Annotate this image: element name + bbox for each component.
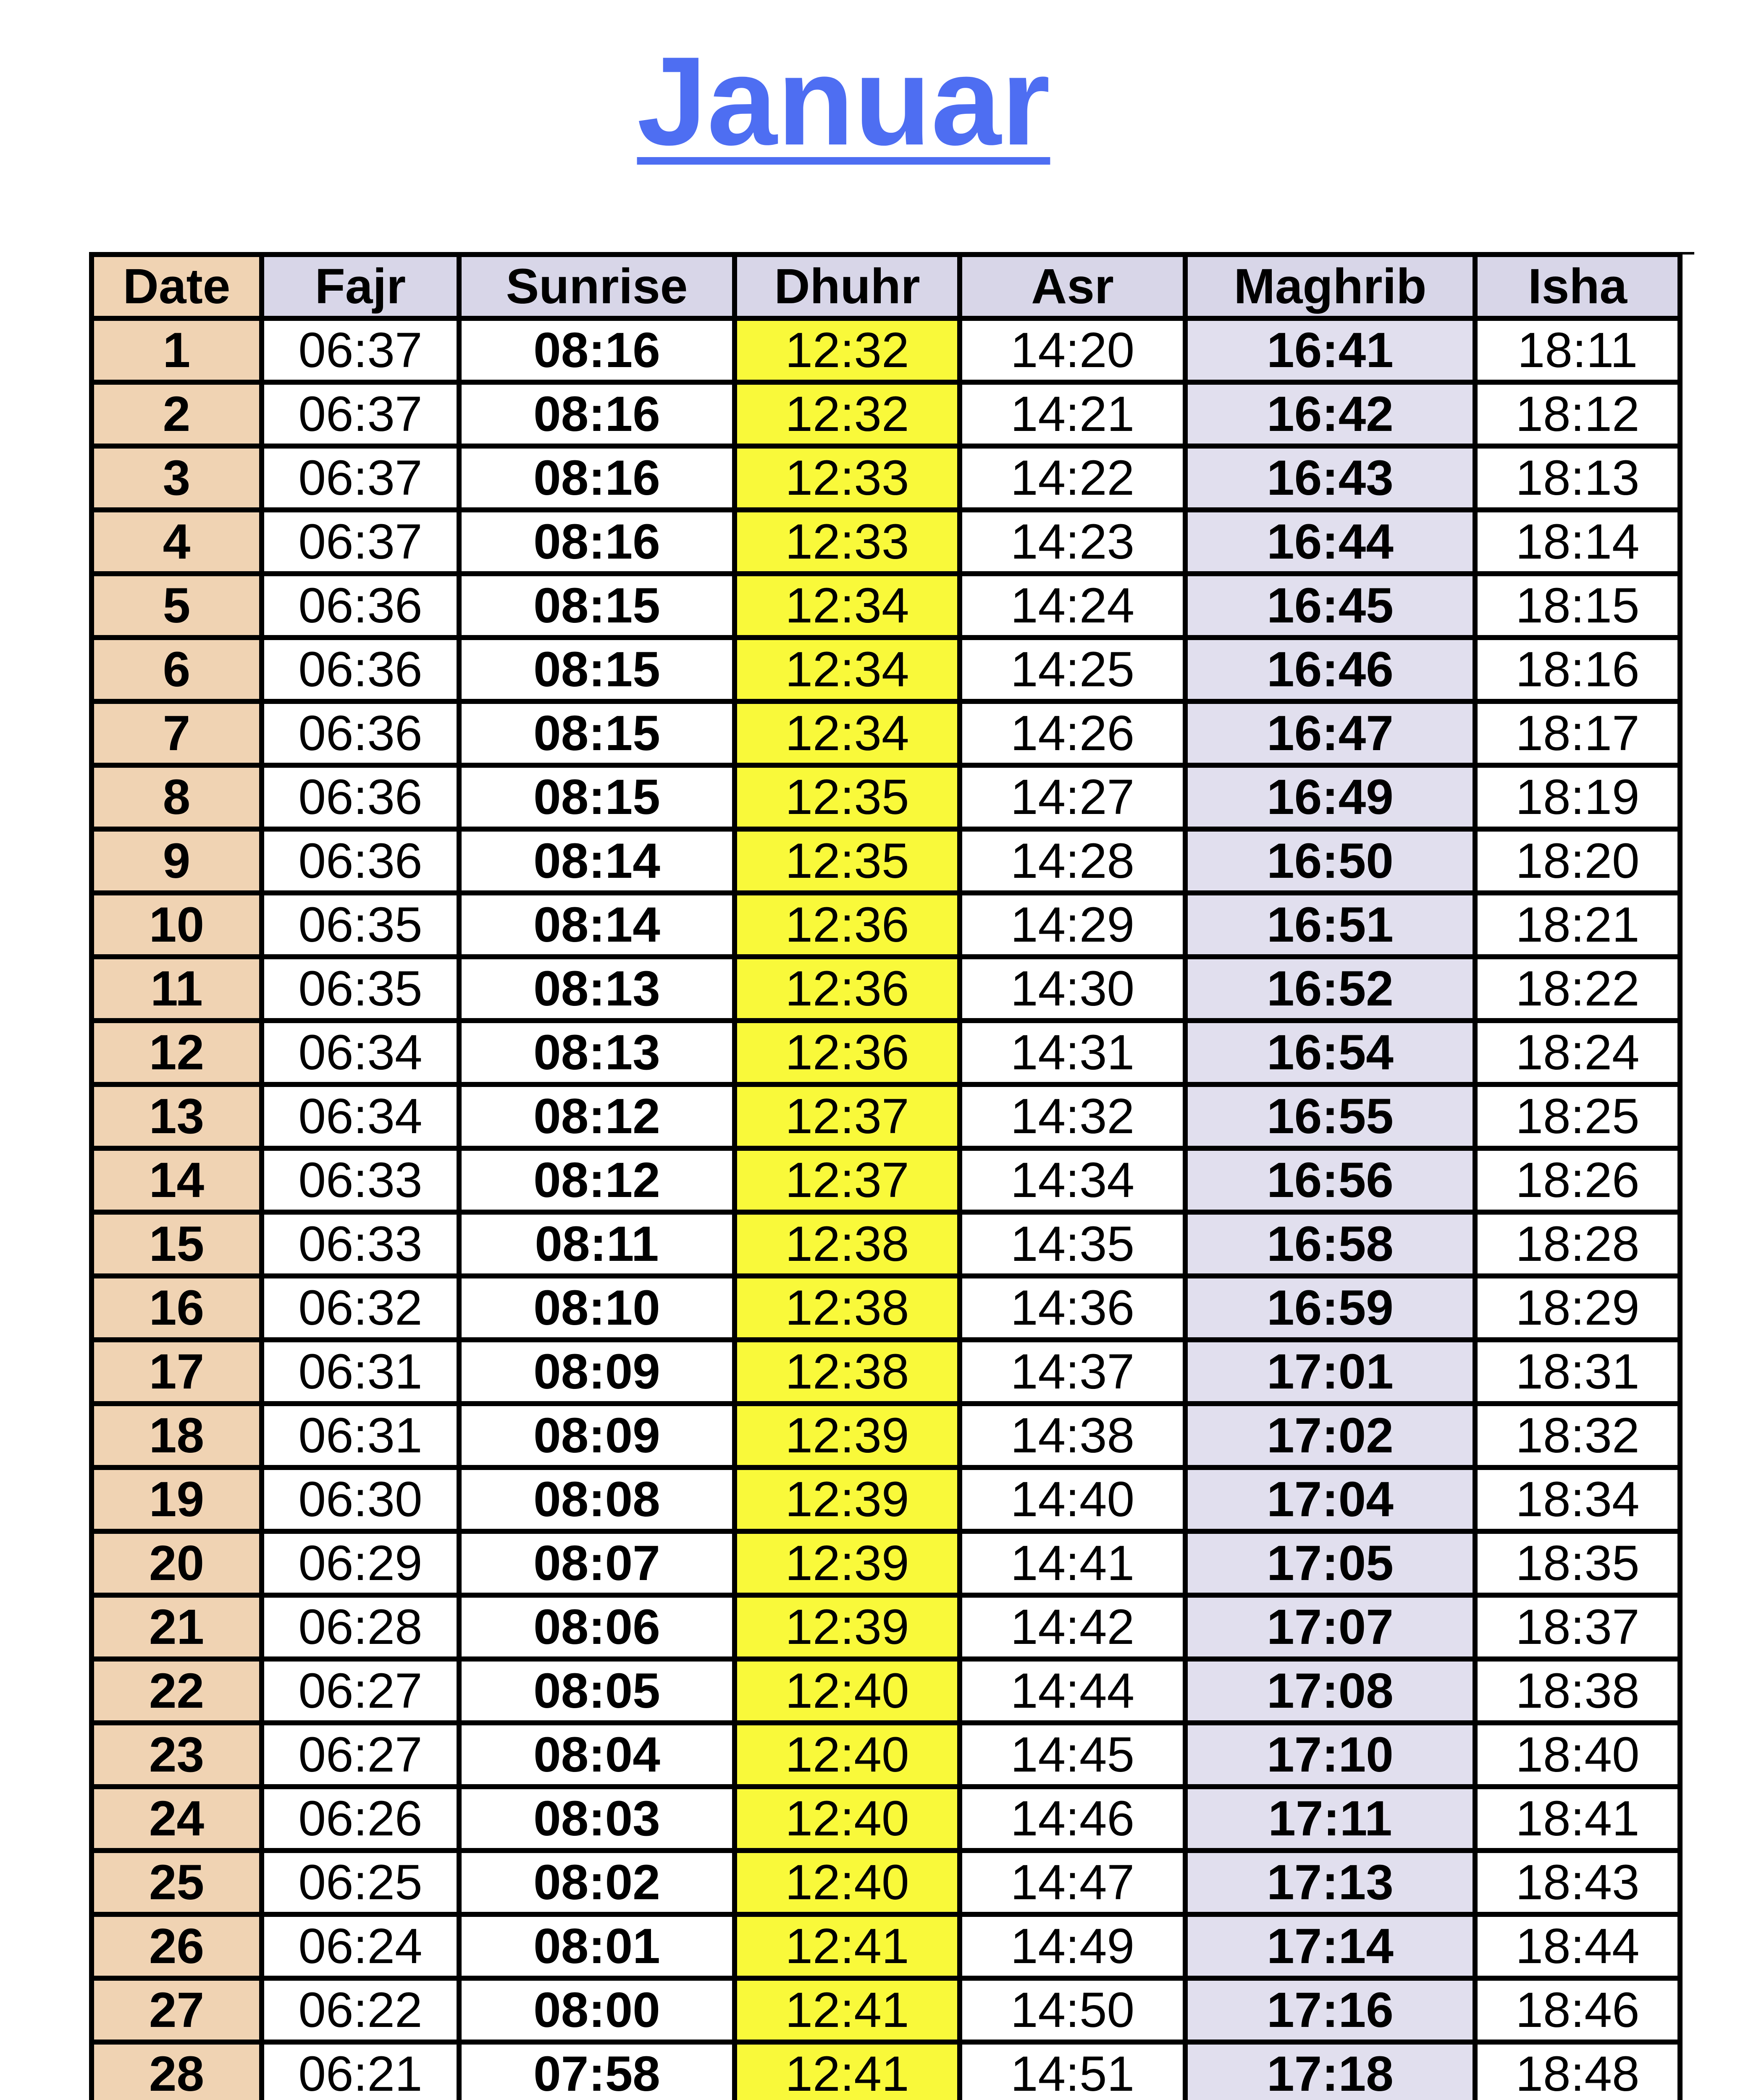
column-header-dhuhr: Dhuhr xyxy=(735,255,960,318)
fajr-cell: 06:21 xyxy=(262,2042,459,2100)
asr-cell: 14:34 xyxy=(960,1148,1185,1212)
dhuhr-cell: 12:34 xyxy=(735,574,960,638)
date-cell: 26 xyxy=(92,1914,262,1978)
sunrise-cell: 08:00 xyxy=(459,1978,735,2042)
table-row xyxy=(92,574,1680,638)
sunrise-cell: 08:08 xyxy=(459,1467,735,1531)
sunrise-cell: 08:16 xyxy=(459,382,735,446)
table-row xyxy=(92,1787,1680,1851)
dhuhr-cell: 12:39 xyxy=(735,1404,960,1467)
fajr-cell: 06:36 xyxy=(262,765,459,829)
dhuhr-cell: 12:40 xyxy=(735,1659,960,1723)
maghrib-cell: 16:44 xyxy=(1185,510,1475,574)
sunrise-cell: 08:16 xyxy=(459,446,735,510)
fajr-cell: 06:37 xyxy=(262,318,459,382)
maghrib-cell: 16:51 xyxy=(1185,893,1475,957)
sunrise-cell: 08:16 xyxy=(459,318,735,382)
prayer-times-table-container xyxy=(89,252,1683,2100)
dhuhr-cell: 12:40 xyxy=(735,1787,960,1851)
sunrise-cell: 08:14 xyxy=(459,829,735,893)
dhuhr-cell: 12:39 xyxy=(735,1531,960,1595)
fajr-cell: 06:28 xyxy=(262,1595,459,1659)
dhuhr-cell: 12:39 xyxy=(735,1467,960,1531)
fajr-cell: 06:26 xyxy=(262,1787,459,1851)
sunrise-cell: 08:06 xyxy=(459,1595,735,1659)
date-cell: 4 xyxy=(92,510,262,574)
header-row xyxy=(92,255,1680,318)
date-cell: 21 xyxy=(92,1595,262,1659)
isha-cell: 18:35 xyxy=(1475,1531,1680,1595)
maghrib-cell: 16:41 xyxy=(1185,318,1475,382)
table-row xyxy=(92,1467,1680,1531)
date-cell: 23 xyxy=(92,1723,262,1787)
dhuhr-cell: 12:36 xyxy=(735,957,960,1021)
dhuhr-cell: 12:36 xyxy=(735,1021,960,1084)
table-row xyxy=(92,1978,1680,2042)
isha-cell: 18:43 xyxy=(1475,1851,1680,1914)
table-row xyxy=(92,2042,1680,2100)
date-cell: 24 xyxy=(92,1787,262,1851)
asr-cell: 14:49 xyxy=(960,1914,1185,1978)
maghrib-cell: 16:59 xyxy=(1185,1276,1475,1340)
isha-cell: 18:20 xyxy=(1475,829,1680,893)
asr-cell: 14:50 xyxy=(960,1978,1185,2042)
isha-cell: 18:16 xyxy=(1475,638,1680,701)
isha-cell: 18:31 xyxy=(1475,1340,1680,1404)
asr-cell: 14:40 xyxy=(960,1467,1185,1531)
fajr-cell: 06:37 xyxy=(262,382,459,446)
date-cell: 12 xyxy=(92,1021,262,1084)
isha-cell: 18:14 xyxy=(1475,510,1680,574)
dhuhr-cell: 12:32 xyxy=(735,382,960,446)
maghrib-cell: 16:50 xyxy=(1185,829,1475,893)
table-row xyxy=(92,829,1680,893)
maghrib-cell: 17:10 xyxy=(1185,1723,1475,1787)
asr-cell: 14:27 xyxy=(960,765,1185,829)
table-row xyxy=(92,1531,1680,1595)
column-header-fajr: Fajr xyxy=(262,255,459,318)
isha-cell: 18:19 xyxy=(1475,765,1680,829)
sunrise-cell: 08:09 xyxy=(459,1340,735,1404)
table-row xyxy=(92,510,1680,574)
sunrise-cell: 08:09 xyxy=(459,1404,735,1467)
table-row xyxy=(92,382,1680,446)
maghrib-cell: 17:05 xyxy=(1185,1531,1475,1595)
sunrise-cell: 08:03 xyxy=(459,1787,735,1851)
dhuhr-cell: 12:33 xyxy=(735,510,960,574)
table-row xyxy=(92,1084,1680,1148)
fajr-cell: 06:25 xyxy=(262,1851,459,1914)
maghrib-cell: 16:43 xyxy=(1185,446,1475,510)
maghrib-cell: 16:55 xyxy=(1185,1084,1475,1148)
sunrise-cell: 08:01 xyxy=(459,1914,735,1978)
asr-cell: 14:31 xyxy=(960,1021,1185,1084)
table-row xyxy=(92,1914,1680,1978)
fajr-cell: 06:30 xyxy=(262,1467,459,1531)
maghrib-cell: 17:01 xyxy=(1185,1340,1475,1404)
isha-cell: 18:12 xyxy=(1475,382,1680,446)
table-row xyxy=(92,1148,1680,1212)
date-cell: 22 xyxy=(92,1659,262,1723)
sunrise-cell: 08:14 xyxy=(459,893,735,957)
date-cell: 25 xyxy=(92,1851,262,1914)
dhuhr-cell: 12:33 xyxy=(735,446,960,510)
maghrib-cell: 16:54 xyxy=(1185,1021,1475,1084)
isha-cell: 18:32 xyxy=(1475,1404,1680,1467)
isha-cell: 18:24 xyxy=(1475,1021,1680,1084)
maghrib-cell: 16:56 xyxy=(1185,1148,1475,1212)
date-cell: 1 xyxy=(92,318,262,382)
table-row xyxy=(92,893,1680,957)
maghrib-cell: 16:58 xyxy=(1185,1212,1475,1276)
maghrib-cell: 17:07 xyxy=(1185,1595,1475,1659)
dhuhr-cell: 12:34 xyxy=(735,638,960,701)
isha-cell: 18:37 xyxy=(1475,1595,1680,1659)
asr-cell: 14:29 xyxy=(960,893,1185,957)
date-cell: 9 xyxy=(92,829,262,893)
date-cell: 19 xyxy=(92,1467,262,1531)
table-row xyxy=(92,318,1680,382)
fajr-cell: 06:35 xyxy=(262,957,459,1021)
fajr-cell: 06:32 xyxy=(262,1276,459,1340)
date-cell: 27 xyxy=(92,1978,262,2042)
sunrise-cell: 08:11 xyxy=(459,1212,735,1276)
maghrib-cell: 16:52 xyxy=(1185,957,1475,1021)
column-header-asr: Asr xyxy=(960,255,1185,318)
dhuhr-cell: 12:40 xyxy=(735,1723,960,1787)
table-body xyxy=(92,318,1680,2100)
isha-cell: 18:11 xyxy=(1475,318,1680,382)
table-row xyxy=(92,638,1680,701)
date-cell: 11 xyxy=(92,957,262,1021)
maghrib-cell: 17:18 xyxy=(1185,2042,1475,2100)
maghrib-cell: 16:42 xyxy=(1185,382,1475,446)
asr-cell: 14:21 xyxy=(960,382,1185,446)
maghrib-cell: 17:16 xyxy=(1185,1978,1475,2042)
date-cell: 3 xyxy=(92,446,262,510)
table-row xyxy=(92,1404,1680,1467)
date-cell: 8 xyxy=(92,765,262,829)
isha-cell: 18:25 xyxy=(1475,1084,1680,1148)
dhuhr-cell: 12:35 xyxy=(735,829,960,893)
sunrise-cell: 08:15 xyxy=(459,765,735,829)
date-cell: 16 xyxy=(92,1276,262,1340)
date-cell: 28 xyxy=(92,2042,262,2100)
sunrise-cell: 08:15 xyxy=(459,701,735,765)
column-header-maghrib: Maghrib xyxy=(1185,255,1475,318)
fajr-cell: 06:27 xyxy=(262,1723,459,1787)
dhuhr-cell: 12:39 xyxy=(735,1595,960,1659)
fajr-cell: 06:31 xyxy=(262,1340,459,1404)
asr-cell: 14:42 xyxy=(960,1595,1185,1659)
asr-cell: 14:38 xyxy=(960,1404,1185,1467)
maghrib-cell: 16:49 xyxy=(1185,765,1475,829)
dhuhr-cell: 12:35 xyxy=(735,765,960,829)
date-cell: 13 xyxy=(92,1084,262,1148)
dhuhr-cell: 12:41 xyxy=(735,2042,960,2100)
table-row xyxy=(92,1276,1680,1340)
isha-cell: 18:17 xyxy=(1475,701,1680,765)
maghrib-cell: 17:02 xyxy=(1185,1404,1475,1467)
isha-cell: 18:46 xyxy=(1475,1978,1680,2042)
dhuhr-cell: 12:40 xyxy=(735,1851,960,1914)
fajr-cell: 06:34 xyxy=(262,1084,459,1148)
asr-cell: 14:23 xyxy=(960,510,1185,574)
isha-cell: 18:38 xyxy=(1475,1659,1680,1723)
date-cell: 6 xyxy=(92,638,262,701)
asr-cell: 14:44 xyxy=(960,1659,1185,1723)
maghrib-cell: 17:11 xyxy=(1185,1787,1475,1851)
sunrise-cell: 08:16 xyxy=(459,510,735,574)
isha-cell: 18:21 xyxy=(1475,893,1680,957)
sunrise-cell: 08:15 xyxy=(459,638,735,701)
fajr-cell: 06:29 xyxy=(262,1531,459,1595)
dhuhr-cell: 12:37 xyxy=(735,1084,960,1148)
asr-cell: 14:37 xyxy=(960,1340,1185,1404)
asr-cell: 14:32 xyxy=(960,1084,1185,1148)
column-header-sunrise: Sunrise xyxy=(459,255,735,318)
dhuhr-cell: 12:38 xyxy=(735,1276,960,1340)
dhuhr-cell: 12:36 xyxy=(735,893,960,957)
isha-cell: 18:13 xyxy=(1475,446,1680,510)
table-row xyxy=(92,1851,1680,1914)
sunrise-cell: 08:07 xyxy=(459,1531,735,1595)
fajr-cell: 06:22 xyxy=(262,1978,459,2042)
date-cell: 10 xyxy=(92,893,262,957)
fajr-cell: 06:31 xyxy=(262,1404,459,1467)
fajr-cell: 06:37 xyxy=(262,446,459,510)
maghrib-cell: 16:46 xyxy=(1185,638,1475,701)
fajr-cell: 06:33 xyxy=(262,1148,459,1212)
table-header xyxy=(92,255,1680,318)
asr-cell: 14:30 xyxy=(960,957,1185,1021)
sunrise-cell: 08:13 xyxy=(459,1021,735,1084)
sunrise-cell: 08:12 xyxy=(459,1148,735,1212)
fajr-cell: 06:36 xyxy=(262,574,459,638)
isha-cell: 18:34 xyxy=(1475,1467,1680,1531)
maghrib-cell: 17:14 xyxy=(1185,1914,1475,1978)
maghrib-cell: 17:08 xyxy=(1185,1659,1475,1723)
asr-cell: 14:25 xyxy=(960,638,1185,701)
isha-cell: 18:15 xyxy=(1475,574,1680,638)
isha-cell: 18:41 xyxy=(1475,1787,1680,1851)
column-header-isha: Isha xyxy=(1475,255,1680,318)
maghrib-cell: 16:47 xyxy=(1185,701,1475,765)
asr-cell: 14:47 xyxy=(960,1851,1185,1914)
table-row xyxy=(92,1659,1680,1723)
asr-cell: 14:36 xyxy=(960,1276,1185,1340)
date-cell: 14 xyxy=(92,1148,262,1212)
fajr-cell: 06:33 xyxy=(262,1212,459,1276)
table-row xyxy=(92,765,1680,829)
dhuhr-cell: 12:34 xyxy=(735,701,960,765)
asr-cell: 14:45 xyxy=(960,1723,1185,1787)
isha-cell: 18:26 xyxy=(1475,1148,1680,1212)
table-row xyxy=(92,1595,1680,1659)
dhuhr-cell: 12:38 xyxy=(735,1340,960,1404)
sunrise-cell: 08:12 xyxy=(459,1084,735,1148)
isha-cell: 18:28 xyxy=(1475,1212,1680,1276)
date-cell: 5 xyxy=(92,574,262,638)
date-cell: 7 xyxy=(92,701,262,765)
fajr-cell: 06:37 xyxy=(262,510,459,574)
sunrise-cell: 08:05 xyxy=(459,1659,735,1723)
dhuhr-cell: 12:37 xyxy=(735,1148,960,1212)
asr-cell: 14:35 xyxy=(960,1212,1185,1276)
isha-cell: 18:29 xyxy=(1475,1276,1680,1340)
asr-cell: 14:22 xyxy=(960,446,1185,510)
asr-cell: 14:46 xyxy=(960,1787,1185,1851)
dhuhr-cell: 12:38 xyxy=(735,1212,960,1276)
fajr-cell: 06:34 xyxy=(262,1021,459,1084)
asr-cell: 14:28 xyxy=(960,829,1185,893)
sunrise-cell: 08:13 xyxy=(459,957,735,1021)
fajr-cell: 06:24 xyxy=(262,1914,459,1978)
table-row xyxy=(92,1021,1680,1084)
asr-cell: 14:51 xyxy=(960,2042,1185,2100)
date-cell: 2 xyxy=(92,382,262,446)
maghrib-cell: 17:04 xyxy=(1185,1467,1475,1531)
dhuhr-cell: 12:41 xyxy=(735,1914,960,1978)
fajr-cell: 06:36 xyxy=(262,829,459,893)
isha-cell: 18:40 xyxy=(1475,1723,1680,1787)
asr-cell: 14:26 xyxy=(960,701,1185,765)
table-row xyxy=(92,1212,1680,1276)
dhuhr-cell: 12:41 xyxy=(735,1978,960,2042)
dhuhr-cell: 12:32 xyxy=(735,318,960,382)
asr-cell: 14:20 xyxy=(960,318,1185,382)
sunrise-cell: 08:10 xyxy=(459,1276,735,1340)
date-cell: 15 xyxy=(92,1212,262,1276)
table-row xyxy=(92,1340,1680,1404)
sunrise-cell: 08:15 xyxy=(459,574,735,638)
asr-cell: 14:24 xyxy=(960,574,1185,638)
fajr-cell: 06:36 xyxy=(262,638,459,701)
isha-cell: 18:44 xyxy=(1475,1914,1680,1978)
date-cell: 20 xyxy=(92,1531,262,1595)
table-row xyxy=(92,446,1680,510)
fajr-cell: 06:27 xyxy=(262,1659,459,1723)
asr-cell: 14:41 xyxy=(960,1531,1185,1595)
maghrib-cell: 17:13 xyxy=(1185,1851,1475,1914)
page-title: Januar xyxy=(637,30,1050,171)
fajr-cell: 06:35 xyxy=(262,893,459,957)
table-row xyxy=(92,957,1680,1021)
isha-cell: 18:22 xyxy=(1475,957,1680,1021)
table-row xyxy=(92,701,1680,765)
sunrise-cell: 08:02 xyxy=(459,1851,735,1914)
maghrib-cell: 16:45 xyxy=(1185,574,1475,638)
isha-cell: 18:48 xyxy=(1475,2042,1680,2100)
date-cell: 17 xyxy=(92,1340,262,1404)
sunrise-cell: 08:04 xyxy=(459,1723,735,1787)
prayer-times-table xyxy=(89,252,1683,2100)
sunrise-cell: 07:58 xyxy=(459,2042,735,2100)
table-row xyxy=(92,1723,1680,1787)
fajr-cell: 06:36 xyxy=(262,701,459,765)
date-cell: 18 xyxy=(92,1404,262,1467)
column-header-date: Date xyxy=(92,255,262,318)
